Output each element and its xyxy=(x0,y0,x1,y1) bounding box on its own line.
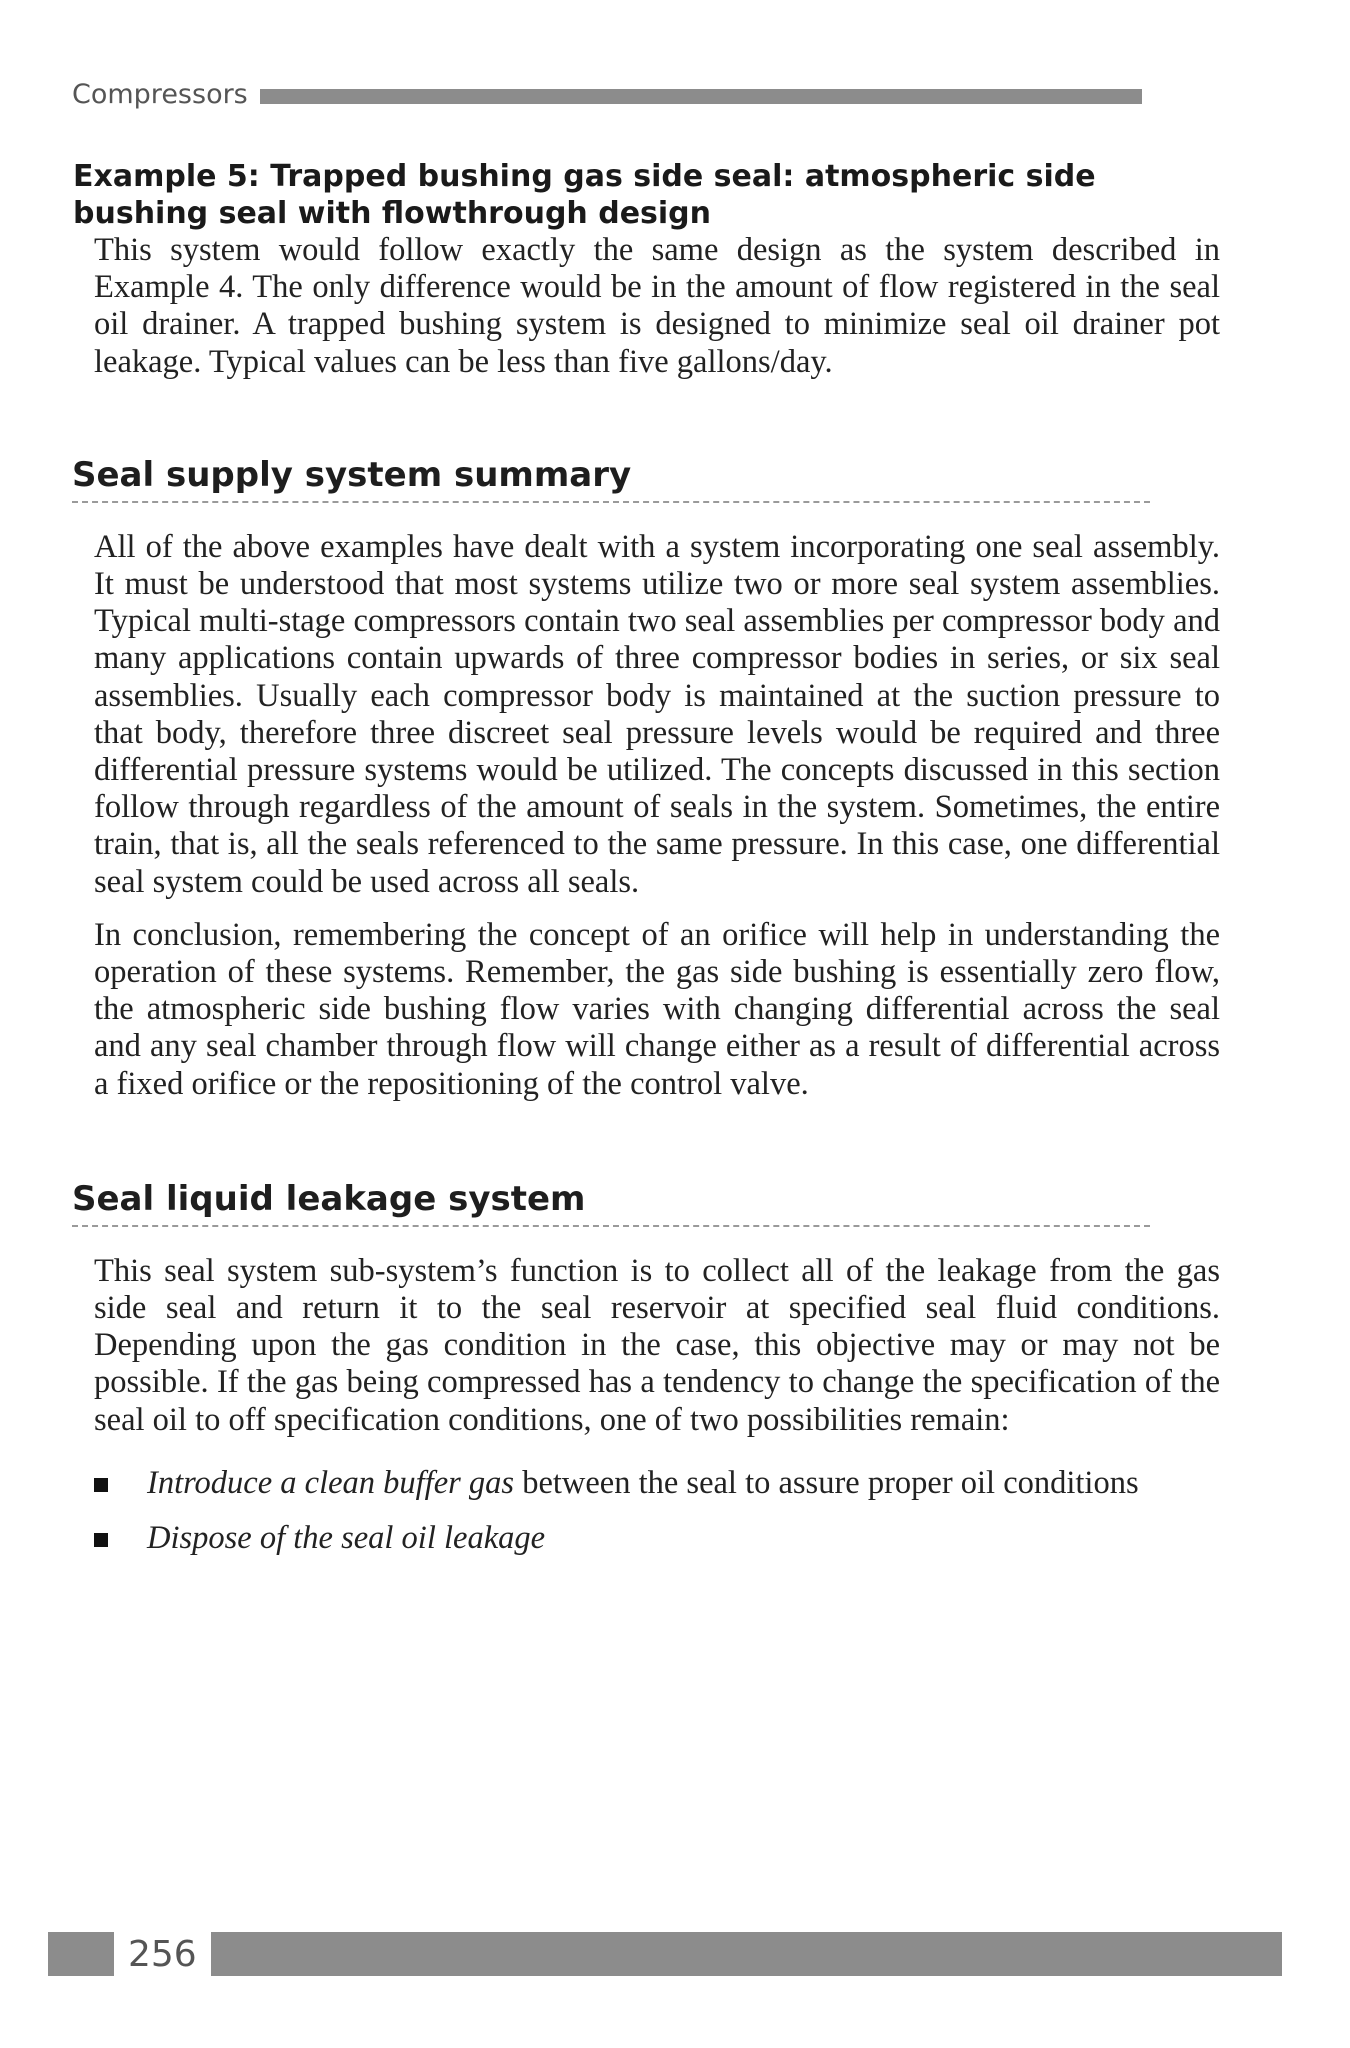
header-rule xyxy=(260,89,1142,104)
list-item xyxy=(72,1465,1219,1502)
list-item xyxy=(72,1520,1219,1557)
bullet-square-icon xyxy=(94,1478,108,1492)
bullet-italic-text: Introduce a clean buffer gas xyxy=(147,1464,515,1501)
leakage-paragraph: This seal system sub-system’s function is to collect all of the leakage from the gas side seal and return it to the seal reservoir at specified seal fluid conditions. Depending upon the gas condition in the case, this objective may or may not be possible. If the gas being compressed has a tendency to change the specification of the seal oil to off specification conditions, one of two possibilities remain: xyxy=(94,1252,1220,1438)
seal-liquid-leakage-body xyxy=(72,1252,1220,1557)
seal-supply-summary-body xyxy=(72,528,1220,1103)
bullet-italic-text: Dispose of the seal oil leakage xyxy=(147,1520,546,1557)
bullet-square-icon xyxy=(94,1533,108,1547)
possibilities-list xyxy=(72,1465,1152,1557)
example-5-body: This system would follow exactly the same design as the system described in Example 4. The only difference would be in the amount of flow registered in the seal oil drainer. A trapped bushing system is designed to minimize seal oil drainer pot leakage. Typical values can be less than five gallons/day. xyxy=(94,232,1220,380)
running-title: Compressors xyxy=(72,78,248,110)
page-footer xyxy=(48,1930,1282,1978)
running-header xyxy=(72,74,1142,114)
summary-paragraph-2: In conclusion, remembering the concept of an orifice will help in understanding the operation of these systems. Remember, the gas side bushing is essentially zero flow, the atmospheric side bushing flow varies with changing differential across the seal and any seal chamber through flow will change either as a result of differential across a fixed orifice or the repositioning of the control valve. xyxy=(94,916,1220,1102)
bullet-text: between the seal to assure proper oil conditions xyxy=(514,1464,1139,1501)
seal-supply-summary-heading: Seal supply system summary xyxy=(72,455,1150,503)
summary-paragraph-1: All of the above examples have dealt with a system incorporating one seal assembly. It must be understood that most systems utilize two or more seal system assemblies. Typical multi-stage compressors contain two seal assemblies per compressor body and many applications contain upwards of three compressor bodies in series, or six seal assemblies. Usually each compressor body is maintained at the suction pressure to that body, therefore three discreet seal pressure levels would be required and three differential pressure systems would be utilized. The concepts discussed in this section follow through regardless of the amount of seals in the system. Sometimes, the entire train, that is, all the seals referenced to the same pressure. In this case, one differential seal system could be used across all seals. xyxy=(94,528,1220,900)
page-number: 256 xyxy=(128,1933,197,1975)
example-5-heading: Example 5: Trapped bushing gas side seal: atmospheric side bushing seal with flowthrough design xyxy=(73,159,1096,231)
footer-rule-left xyxy=(48,1932,114,1976)
page-content xyxy=(72,158,1220,1575)
seal-liquid-leakage-heading: Seal liquid leakage system xyxy=(72,1179,1150,1227)
footer-rule-right xyxy=(211,1932,1282,1976)
